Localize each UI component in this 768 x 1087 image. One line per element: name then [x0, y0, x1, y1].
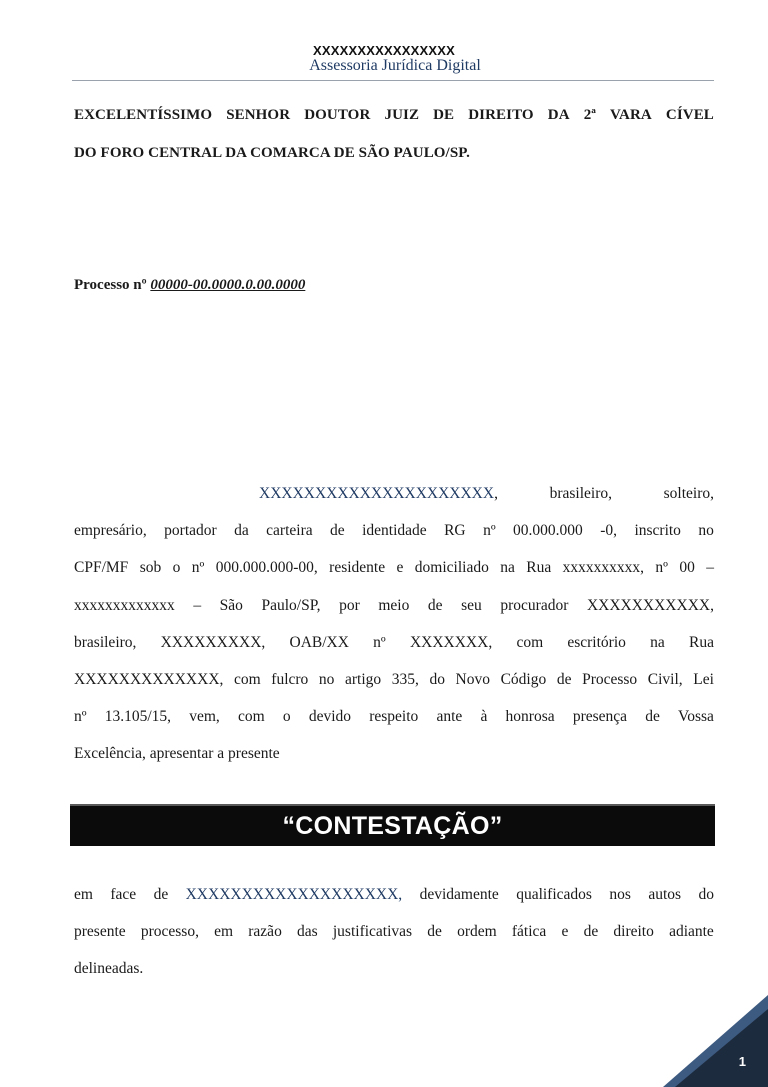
word: do [429, 670, 445, 688]
word: 00 [679, 559, 695, 577]
word: Novo [455, 670, 490, 688]
word: Lei [693, 670, 714, 688]
word: face [110, 886, 137, 903]
word: São [219, 596, 243, 614]
header-subtitle: Assessoria Jurídica Digital [309, 57, 481, 74]
word: e [396, 559, 404, 577]
intro-line-3 [74, 549, 714, 586]
addressee-line-2: DO FORO CENTRAL DA COMARCA DE SÃO PAULO/SP. [74, 145, 471, 161]
word: DE [433, 107, 455, 123]
nationality: brasileiro, [549, 485, 612, 502]
word: Rua [689, 633, 714, 651]
word: xxxxxxxxxxxxx [74, 596, 175, 614]
word: residente [329, 559, 386, 577]
intro-line-2 [74, 512, 714, 549]
word: fática [511, 923, 547, 941]
word: em [74, 886, 93, 903]
word: 2ª [583, 107, 596, 123]
word: de [427, 923, 442, 941]
word: na [650, 633, 665, 651]
word: em [214, 923, 234, 941]
word: nº [191, 559, 205, 577]
addressee-line-1 [74, 96, 714, 134]
word: fulcro [271, 670, 309, 688]
closing-line-3: delineadas. [74, 960, 144, 978]
word: Processo [582, 670, 638, 688]
header-code: XXXXXXXXXXXXXXXX [313, 43, 455, 58]
word: no [698, 522, 714, 540]
word: do [698, 886, 714, 903]
intro-line-4 [74, 587, 714, 624]
word: por [339, 596, 360, 614]
word: SENHOR [226, 107, 291, 123]
header-divider [72, 80, 714, 81]
word: qualificados [516, 886, 592, 903]
word: brasileiro, [74, 633, 137, 651]
word: Vossa [678, 708, 714, 726]
word: RG [444, 522, 466, 540]
word: VARA [610, 107, 652, 123]
word: JUIZ [384, 107, 420, 123]
contestacao-banner [70, 804, 715, 846]
word: XXXXXXXXX, [160, 633, 266, 651]
word: o [172, 559, 181, 577]
word: ante [436, 708, 463, 726]
opponent-name: XXXXXXXXXXXXXXXXXXX, [185, 886, 403, 903]
word: de [427, 596, 443, 614]
word: de [645, 708, 660, 726]
word: direito [613, 923, 654, 941]
process-number: 00000-00.0000.0.00.0000 [150, 277, 306, 293]
word: portador [164, 522, 217, 540]
closing-line-2 [74, 913, 714, 950]
word: e [561, 923, 569, 941]
word: seu [461, 596, 482, 614]
word: processo, [140, 923, 199, 941]
word: nº [655, 559, 668, 577]
party-name: XXXXXXXXXXXXXXXXXXXXX [259, 485, 495, 502]
word: nº [74, 708, 87, 726]
word: procurador [500, 596, 569, 614]
word: DOUTOR [304, 107, 371, 123]
word: de [153, 886, 169, 903]
word: justificativas [332, 923, 413, 941]
word: Paulo/SP, [261, 596, 321, 614]
page-corner-decoration [663, 995, 768, 1087]
intro-line-8: Excelência, apresentar a presente [74, 745, 280, 763]
word: de [330, 522, 345, 540]
word: Civil, [647, 670, 683, 688]
word: artigo [344, 670, 382, 688]
word: de [583, 923, 599, 941]
word: autos [648, 886, 682, 903]
word: presente [74, 923, 126, 941]
word: sob [139, 559, 162, 577]
word: xxxxxxxxxx, [562, 559, 644, 577]
word: da [234, 522, 249, 540]
word: no [318, 670, 335, 688]
word: inscrito [634, 522, 681, 540]
word: meio [378, 596, 410, 614]
word: de [556, 670, 572, 688]
word: presença [572, 708, 628, 726]
word: CÍVEL [665, 107, 714, 123]
intro-line-5 [74, 624, 714, 661]
word: nº [373, 633, 386, 651]
word: 000.000.000-00, [215, 559, 318, 577]
word: EXCELENTÍSSIMO [74, 107, 213, 123]
word: – [193, 596, 202, 614]
word: na [500, 559, 515, 577]
word: XXXXXXXXXXXXX, [74, 670, 224, 688]
party-name-comma: , [494, 485, 498, 502]
corner-dark-triangle [675, 1009, 768, 1087]
word: devidamente [419, 886, 499, 903]
word: razão [248, 923, 282, 941]
word: escritório [567, 633, 626, 651]
word: à [480, 708, 488, 726]
word: DIREITO [468, 107, 534, 123]
marital-status: solteiro, [663, 485, 714, 502]
word: Rua [526, 559, 552, 577]
word: 13.105/15, [104, 708, 172, 726]
closing-line-1 [74, 876, 714, 913]
word: 00.000.000 [513, 522, 583, 540]
banner-title: “CONTESTAÇÃO” [282, 811, 503, 840]
word: empresário, [74, 522, 147, 540]
word: vem, [189, 708, 220, 726]
intro-paragraph [74, 475, 714, 773]
word: XXXXXXX, [409, 633, 493, 651]
intro-line-1 [74, 475, 714, 512]
word: -0, [600, 522, 618, 540]
document-header [0, 44, 768, 74]
word: das [297, 923, 318, 941]
word: devido [308, 708, 351, 726]
word: OAB/XX [289, 633, 349, 651]
word: 335, [391, 670, 419, 688]
process-number-line [74, 274, 305, 296]
word: CPF/MF [74, 559, 129, 577]
word: adiante [669, 923, 714, 941]
word: o [282, 708, 291, 726]
page-number: 1 [738, 1054, 746, 1069]
word: XXXXXXXXXXX, [586, 596, 714, 614]
word: – [706, 559, 714, 577]
word: nos [609, 886, 631, 903]
intro-line-6 [74, 661, 714, 698]
word: com [238, 708, 265, 726]
word: com [234, 670, 261, 688]
word: carteira [266, 522, 313, 540]
word: identidade [362, 522, 427, 540]
word: com [516, 633, 544, 651]
word: DA [547, 107, 570, 123]
word: Código [500, 670, 547, 688]
word: respeito [369, 708, 419, 726]
word: ordem [457, 923, 497, 941]
addressee-block [74, 96, 714, 172]
closing-paragraph [74, 876, 714, 988]
process-label: Processo nº [74, 277, 147, 293]
word: nº [483, 522, 496, 540]
word: domiciliado [414, 559, 489, 577]
word: honrosa [505, 708, 555, 726]
intro-line-7 [74, 698, 714, 735]
